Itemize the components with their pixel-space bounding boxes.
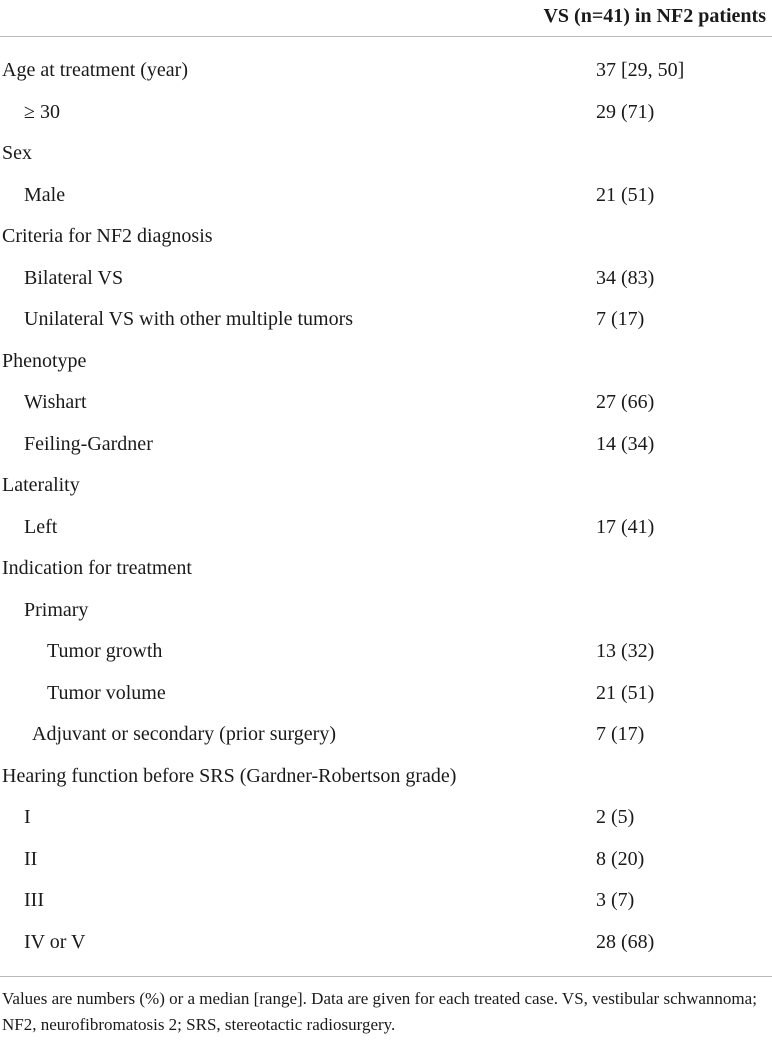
table-row xyxy=(0,839,772,881)
row-label: ≥ 30 xyxy=(24,100,60,123)
row-label: Wishart xyxy=(24,391,87,413)
row-value: 3 (7) xyxy=(596,889,635,911)
row-value: 7 (17) xyxy=(596,723,645,745)
row-label: Bilateral VS xyxy=(24,266,124,289)
row-label: III xyxy=(24,889,44,911)
table-row xyxy=(0,341,772,383)
table-row xyxy=(0,299,772,341)
table-row xyxy=(0,175,772,217)
row-value: 13 (32) xyxy=(596,640,655,662)
row-label: Tumor volume xyxy=(47,681,166,704)
row-value: 28 (68) xyxy=(596,930,655,953)
row-label: Phenotype xyxy=(2,349,87,372)
table-row xyxy=(0,424,772,466)
row-label: Tumor growth xyxy=(47,640,163,662)
row-value: 7 (17) xyxy=(596,308,645,330)
table-row xyxy=(0,465,772,507)
table-row xyxy=(0,548,772,590)
table-row xyxy=(0,216,772,258)
row-label: Sex xyxy=(2,142,32,164)
table-row xyxy=(0,673,772,715)
row-label: IV or V xyxy=(24,930,86,953)
row-value: 37 [29, 50] xyxy=(596,59,685,81)
table-row xyxy=(0,507,772,549)
row-label: I xyxy=(24,806,31,828)
row-value: 21 (51) xyxy=(596,183,655,206)
row-label: Primary xyxy=(24,598,89,621)
row-value: 8 (20) xyxy=(596,847,645,870)
table-row xyxy=(0,922,772,964)
row-value: 27 (66) xyxy=(596,391,655,413)
row-label: Male xyxy=(24,183,66,206)
row-value: 21 (51) xyxy=(596,681,655,704)
table-row xyxy=(0,880,772,922)
row-label: Criteria for NF2 diagnosis xyxy=(2,225,213,247)
table-row xyxy=(0,714,772,756)
table-header-row xyxy=(0,0,772,37)
row-label: Adjuvant or secondary (prior surgery) xyxy=(32,723,336,745)
table-row xyxy=(0,133,772,175)
table-row xyxy=(0,797,772,839)
table-row xyxy=(0,92,772,134)
row-label: Age at treatment (year) xyxy=(2,59,189,81)
column-header-vs-nf2: VS (n=41) in NF2 patients xyxy=(543,5,766,27)
row-label: Unilateral VS with other multiple tumors xyxy=(24,308,354,330)
row-label: Laterality xyxy=(2,474,80,496)
row-value: 29 (71) xyxy=(596,100,655,123)
row-value: 14 (34) xyxy=(596,432,655,455)
table-row xyxy=(0,382,772,424)
table-bottom-rule xyxy=(0,976,772,977)
row-value: 34 (83) xyxy=(596,266,655,289)
table-row xyxy=(0,590,772,632)
table-body xyxy=(0,50,772,963)
row-label: Hearing function before SRS (Gardner-Robertson grade) xyxy=(2,764,457,787)
row-label: Feiling-Gardner xyxy=(24,432,153,455)
table-row xyxy=(0,258,772,300)
table-row xyxy=(0,631,772,673)
table-row xyxy=(0,50,772,92)
row-value: 17 (41) xyxy=(596,515,655,538)
row-label: Indication for treatment xyxy=(2,557,192,579)
row-label: Left xyxy=(24,515,58,538)
table-footnote: Values are numbers (%) or a median [range]. Data are given for each treated case. VS, vestibular schwannoma; NF2, neurofibromatosis 2; SRS, stereotactic radiosurgery. xyxy=(2,989,757,1034)
row-value: 2 (5) xyxy=(596,806,635,828)
row-label: II xyxy=(24,847,38,870)
table-row xyxy=(0,756,772,798)
